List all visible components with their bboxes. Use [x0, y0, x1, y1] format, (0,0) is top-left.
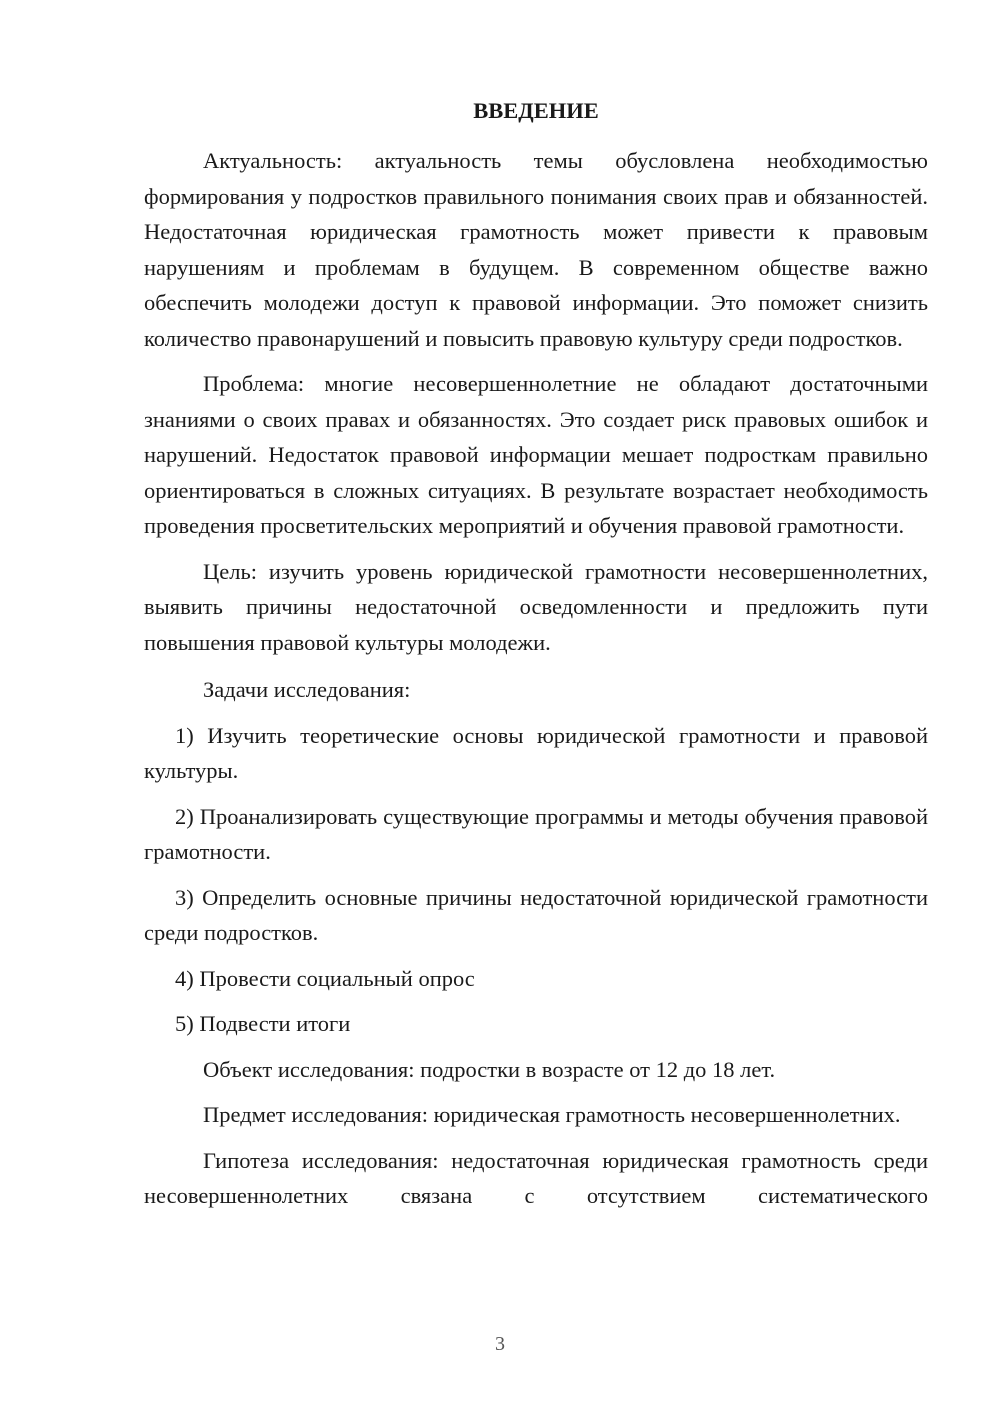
paragraph-problem: Проблема: многие несовершеннолетние не обладают достаточными знаниями о своих правах и обязанностях. Это создает риск правовых ошибок и нарушений. Недостаток правовой информации мешает подросткам правильно ориентироваться в сложных ситуациях. В результате возрастает необходимость проведения просветительских мероприятий и обучения правовой грамотности.	[144, 371, 928, 538]
document-page	[144, 96, 928, 1224]
task-item: 1) Изучить теоретические основы юридической грамотности и правовой культуры.	[144, 722, 928, 783]
paragraph-object: Объект исследования: подростки в возрасте от 12 до 18 лет.	[203, 1056, 776, 1082]
paragraph-subject: Предмет исследования: юридическая грамотность несовершеннолетних.	[203, 1102, 901, 1127]
task-item: 5) Подвести итоги	[175, 1011, 351, 1036]
task-item: 4) Провести социальный опрос	[175, 965, 475, 991]
paragraph-hypothesis: Гипотеза исследования: недостаточная юридическая грамотность среди несовершеннолетних связана с отсутствием систематического	[144, 1147, 928, 1208]
task-item: 2) Проанализировать существующие программы и методы обучения правовой грамотности.	[144, 803, 928, 864]
tasks-heading: Задачи исследования:	[203, 677, 411, 702]
task-item: 3) Определить основные причины недостаточной юридической грамотности среди подростков.	[144, 884, 928, 945]
paragraph-goal: Цель: изучить уровень юридической грамотности несовершеннолетних, выявить причины недостаточной осведомленности и предложить пути повышения правовой культуры молодежи.	[144, 558, 928, 655]
paragraph-relevance: Актуальность: актуальность темы обусловлена необходимостью формирования у подростков правильного понимания своих прав и обязанностей. Недостаточная юридическая грамотность может привести к правовым нарушениям и проблемам в будущем. В современном обществе важно обеспечить молодежи доступ к правовой информации. Это поможет снизить количество правонарушений и повысить правовую культуру среди подростков.	[144, 148, 928, 351]
page-number: 3	[495, 1333, 505, 1355]
page-title: ВВЕДЕНИЕ	[473, 98, 599, 123]
